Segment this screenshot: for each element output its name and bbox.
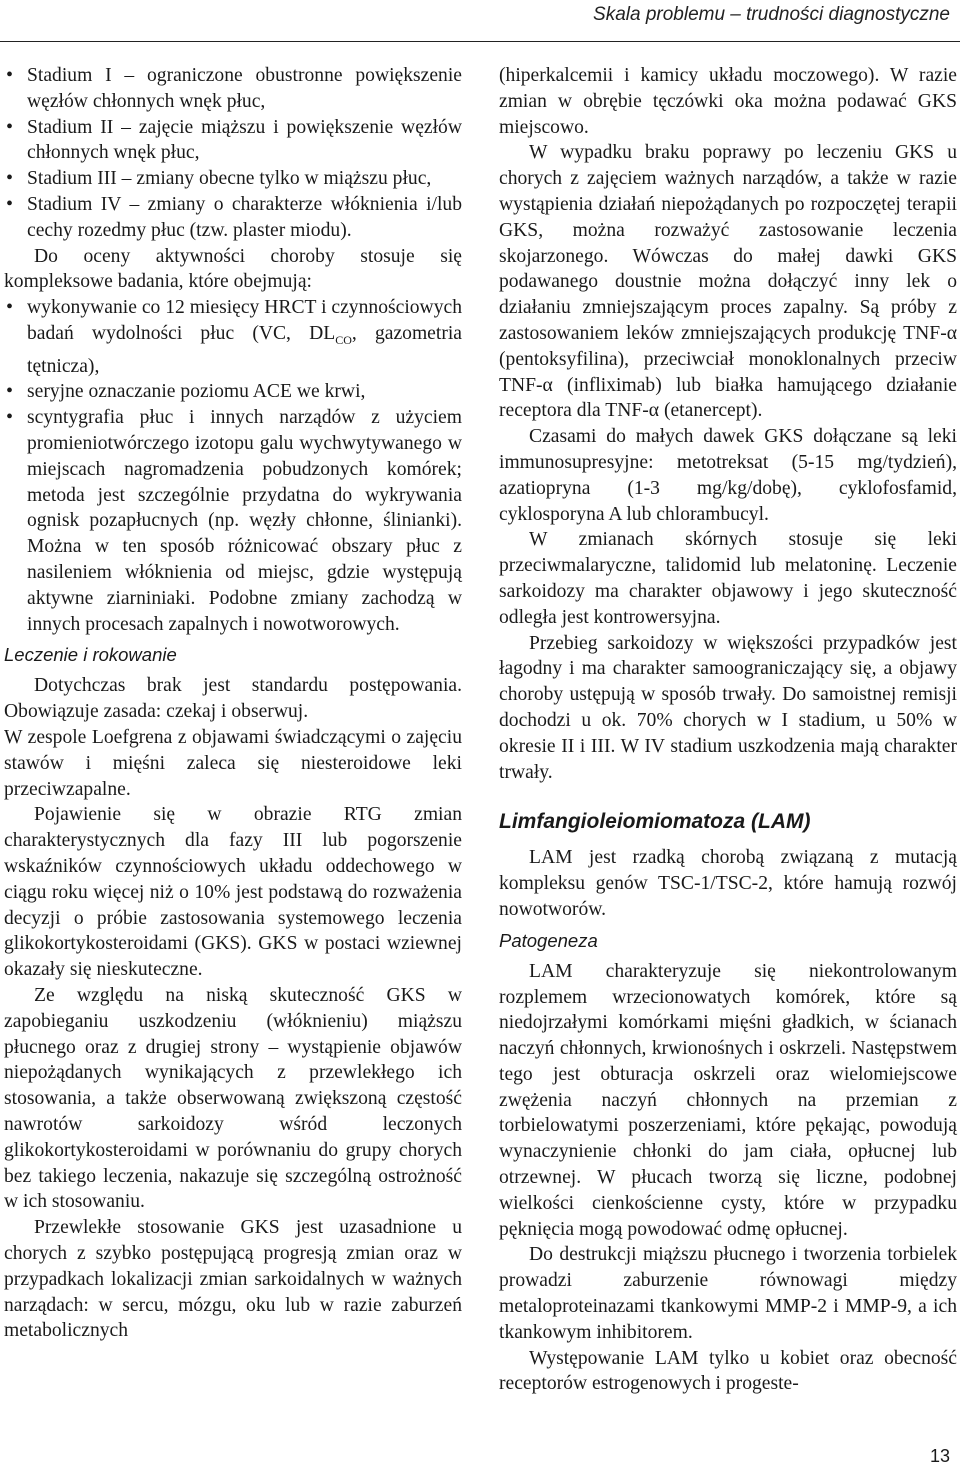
right-column bbox=[499, 63, 957, 1397]
stage-item: • Stadium IV – zmiany o charakterze włóknienia i/lub cechy rozedmy płuc (tzw. plaster miodu). bbox=[4, 192, 462, 244]
paragraph: Przewlekłe stosowanie GKS jest uzasadnione u chorych z szybko postępującą progresją zmian oraz w przypadkach lokalizacji zmian sarkoidalnych w ważnych narządach: w sercu, mózgu, oku lub w razie zaburzeń metabolicznych bbox=[4, 1217, 462, 1342]
stages-list bbox=[4, 63, 462, 244]
paragraph: Przebieg sarkoidozy w większości przypadków jest łagodny i ma charakter samoograniczający się, a objawy choroby ustępują w sposób trwały. Do samoistnej remisji dochodzi u ok. 70% chorych w I stadium, u 50% w okresie II i III. W IV stadium uszkodzenia mają charakter trwały. bbox=[499, 632, 957, 783]
tests-list bbox=[4, 295, 462, 637]
activity-intro: Do oceny aktywności choroby stosuje się kompleksowe badania, które obejmują: bbox=[4, 245, 462, 293]
header-rule bbox=[0, 41, 960, 42]
stage-item: • Stadium III – zmiany obecne tylko w miąższu płuc, bbox=[4, 166, 462, 192]
test-item: • scyntygrafia płuc i innych narządów z użyciem promieniotwórczego izotopu galu wychwytywanego w miejscach nagromadzenia pobudzonych komórek; metoda jest szczególnie przydatna do wykrywania ognisk pozapłucnych (np. węzły chłonne, ślinianki). Można w ten sposób różnicować obszary płuc z nasileniem włóknienia od miejsc, gdzie występują aktywne ziarniniaki. Podobne zmiany zachodzą w innych procesach zapalnych i nowotworowych. bbox=[4, 405, 462, 637]
left-column bbox=[4, 63, 462, 1344]
section-heading-lam: Limfangioleiomiomatoza (LAM) bbox=[499, 810, 811, 834]
pathogenesis-heading: Patogeneza bbox=[499, 929, 598, 951]
paragraph: Do destrukcji miąższu płucnego i tworzenia torbielek prowadzi zaburzenie równowagi między metaloproteinazami tkankowymi MMP-2 i MMP-9, a ich tkankowym inhibitorem. bbox=[499, 1244, 957, 1343]
running-head: Skala problemu – trudności diagnostyczne bbox=[593, 4, 950, 25]
test-text-after: , gazometria tętnicza), bbox=[27, 322, 462, 377]
stage-item: • Stadium I – ograniczone obustronne powiększenie węzłów chłonnych wnęk płuc, bbox=[4, 63, 462, 115]
paragraph: W wypadku braku poprawy po leczeniu GKS u chorych z zajęciem ważnych narządów, a także w razie wystąpienia działań niepożądanych po rozpoczętej terapii GKS, można rozważyć zastosowanie leczenia skojarzonego. Wówczas do małej dawki GKS podawanego doustnie można dołączyć inny lek o działaniu zmniejszającym proces zapalny. Są próby z zastosowaniem leków zmniejszających produkcję TNF-α (pentoksyfilina), przeciwciał monoklonalnych przeciw TNF-α (infliximab) lub białka hamującego działanie receptora dla TNF-α (etanercept). bbox=[499, 142, 957, 422]
stage-item: • Stadium II – zajęcie miąższu i powiększenie węzłów chłonnych wnęk płuc, bbox=[4, 115, 462, 167]
paragraph: Występowanie LAM tylko u kobiet oraz obecność receptorów estrogenowych i progeste- bbox=[499, 1347, 957, 1395]
paragraph: W zespole Loefgrena z objawami świadczącymi o zajęciu stawów i mięśni zaleca się niesteroidowe leki przeciwzapalne. bbox=[4, 727, 462, 800]
test-text: wykonywanie co 12 miesięcy HRCT i czynnościowych badań wydolności płuc (VC, DL bbox=[27, 297, 462, 344]
paragraph: Dotychczas brak jest standardu postępowania. Obowiązuje zasada: czekaj i obserwuj. bbox=[4, 675, 462, 723]
paragraph: Czasami do małych dawek GKS dołączane są leki immunosupresyjne: metotreksat (5-15 mg/tydzień), azatiopryna (1-3 mg/kg/dobę), cyklofosfamid, cyklosporyna A lub chlorambucyl. bbox=[499, 426, 957, 525]
page-number: 13 bbox=[929, 1446, 950, 1466]
treatment-heading: Leczenie i rokowanie bbox=[4, 644, 177, 666]
paragraph: LAM charakteryzuje się niekontrolowanym rozplemem wrzecionowatych komórek, które są niedojrzałymi komórkami mięśni gładkich, w ścianach naczyń chłonnych, krwionośnych i oskrzeli. Następstwem tego jest obturacja oskrzeli oraz wielomiejscowe zwężenia naczyń chłonnych na przemian z torbielowatymi poszerzeniami, które pękając, powodują wynaczynienie chłonki do jam ciała, opłucnej lub otrzewnej. W płucach tworzą się liczne, podobnej wielkości cienkościenne cysty, które w przypadku pęknięcia mogą powodować odmę opłucnej. bbox=[499, 960, 957, 1240]
paragraph: Pojawienie się w obrazie RTG zmian charakterystycznych dla fazy III lub pogorszenie wskaźników czynnościowych układu oddechowego w ciągu roku więcej niż o 10% jest podstawą do rozważenia decyzji o próbie zastosowania systemowego leczenia glikokortykosteroidami (GKS). GKS w postaci wziewnej okazały się nieskuteczne. bbox=[4, 804, 462, 981]
paragraph: (hiperkalcemii i kamicy układu moczowego). W razie zmian w obrębie tęczówki oka można podawać GKS miejscowo. bbox=[499, 65, 957, 138]
test-item bbox=[4, 295, 462, 379]
paragraph: Ze względu na niską skuteczność GKS w zapobieganiu uszkodzeniu (włóknieniu) miąższu płucnego oraz z drugiej strony – wystąpienie objawów niepożądanych wynikających z przewlekłego ich stosowania, a także obserwowaną zwiększoną częstość nawrotów sarkoidozy wśród leczonych glikokortykosteroidami w porównaniu do grupy chorych bez takiego leczenia, nakazuje się szczególną ostrożność w ich stosowaniu. bbox=[4, 985, 462, 1213]
subscript-co: CO bbox=[335, 332, 352, 347]
paragraph: W zmianach skórnych stosuje się leki przeciwmalaryczne, talidomid lub melatoninę. Leczenie sarkoidozy ma charakter objawowy i jego skuteczność odległa jest kontrowersyjna. bbox=[499, 529, 957, 628]
paragraph: LAM jest rzadką chorobą związaną z mutacją kompleksu genów TSC-1/TSC-2, które hamują rozwój nowotworów. bbox=[499, 847, 957, 920]
test-item: • seryjne oznaczanie poziomu ACE we krwi, bbox=[4, 379, 462, 405]
